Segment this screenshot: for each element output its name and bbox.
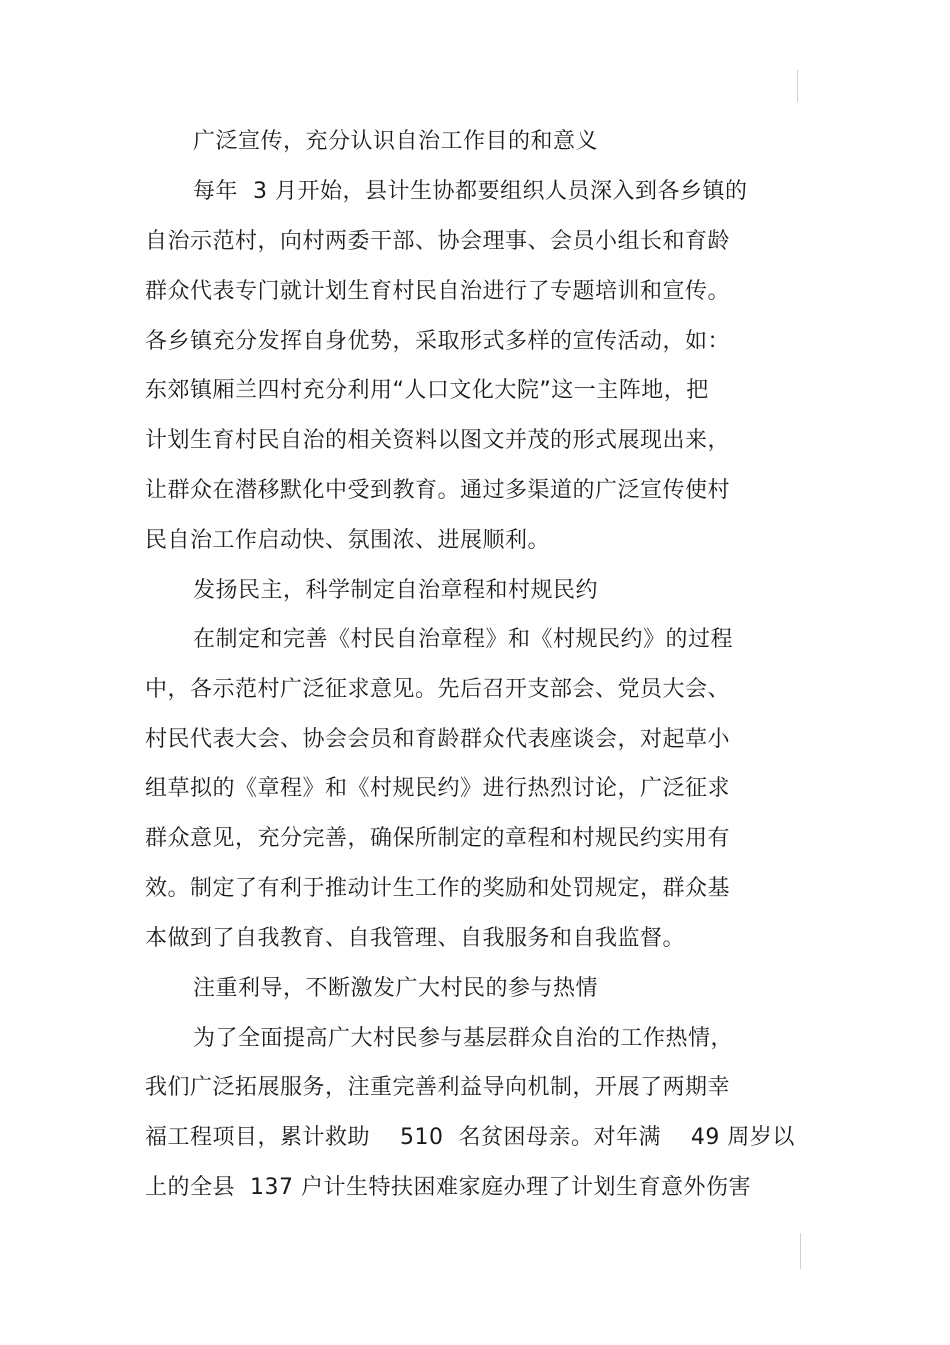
paragraph-line: 每年 3 月开始，县计生协都要组织人员深入到各乡镇的 <box>193 179 748 204</box>
section-heading: 注重利导，不断激发广大村民的参与热情 <box>193 976 599 1001</box>
paragraph-line: 组草拟的《章程》和《村规民约》进行热烈讨论，广泛征求 <box>145 776 731 801</box>
paragraph-line: 上的全县 137 户计生特扶困难家庭办理了计划生育意外伤害 <box>145 1175 751 1200</box>
paragraph-line: 在制定和完善《村民自治章程》和《村规民约》的过程 <box>193 627 734 652</box>
paragraph-line: 效。制定了有利于推动计生工作的奖励和处罚规定，群众基 <box>145 876 731 901</box>
paragraph-line: 为了全面提高广大村民参与基层群众自治的工作热情， <box>193 1026 734 1051</box>
section-heading: 发扬民主，科学制定自治章程和村规民约 <box>193 578 599 603</box>
paragraph-line: 计划生育村民自治的相关资料以图文并茂的形式展现出来， <box>145 428 731 453</box>
section-heading: 广泛宣传，充分认识自治工作目的和意义 <box>193 129 599 154</box>
paragraph-line: 福工程项目，累计救助 510 名贫困母亲。对年满 49 周岁以 <box>145 1125 795 1150</box>
paragraph-line: 群众意见，充分完善，确保所制定的章程和村规民约实用有 <box>145 826 731 851</box>
margin-mark-bottom <box>800 1233 801 1269</box>
paragraph-line: 我们广泛拓展服务，注重完善利益导向机制，开展了两期幸 <box>145 1075 731 1100</box>
paragraph-line: 各乡镇充分发挥自身优势，采取形式多样的宣传活动，如： <box>145 329 731 354</box>
paragraph-line: 民自治工作启动快、氛围浓、进展顺利。 <box>145 528 551 553</box>
paragraph-line: 东郊镇厢兰四村充分利用“人口文化大院”这一主阵地，把 <box>145 378 709 403</box>
paragraph-line: 中，各示范村广泛征求意见。先后召开支部会、党员大会、 <box>145 677 731 702</box>
paragraph-line: 本做到了自我教育、自我管理、自我服务和自我监督。 <box>145 926 686 951</box>
paragraph-line: 让群众在潜移默化中受到教育。通过多渠道的广泛宣传使村 <box>145 478 731 503</box>
paragraph-line: 自治示范村，向村两委干部、协会理事、会员小组长和育龄 <box>145 229 731 254</box>
paragraph-line: 村民代表大会、协会会员和育龄群众代表座谈会，对起草小 <box>145 727 731 752</box>
margin-mark-top <box>797 70 798 102</box>
paragraph-line: 群众代表专门就计划生育村民自治进行了专题培训和宣传。 <box>145 279 731 304</box>
